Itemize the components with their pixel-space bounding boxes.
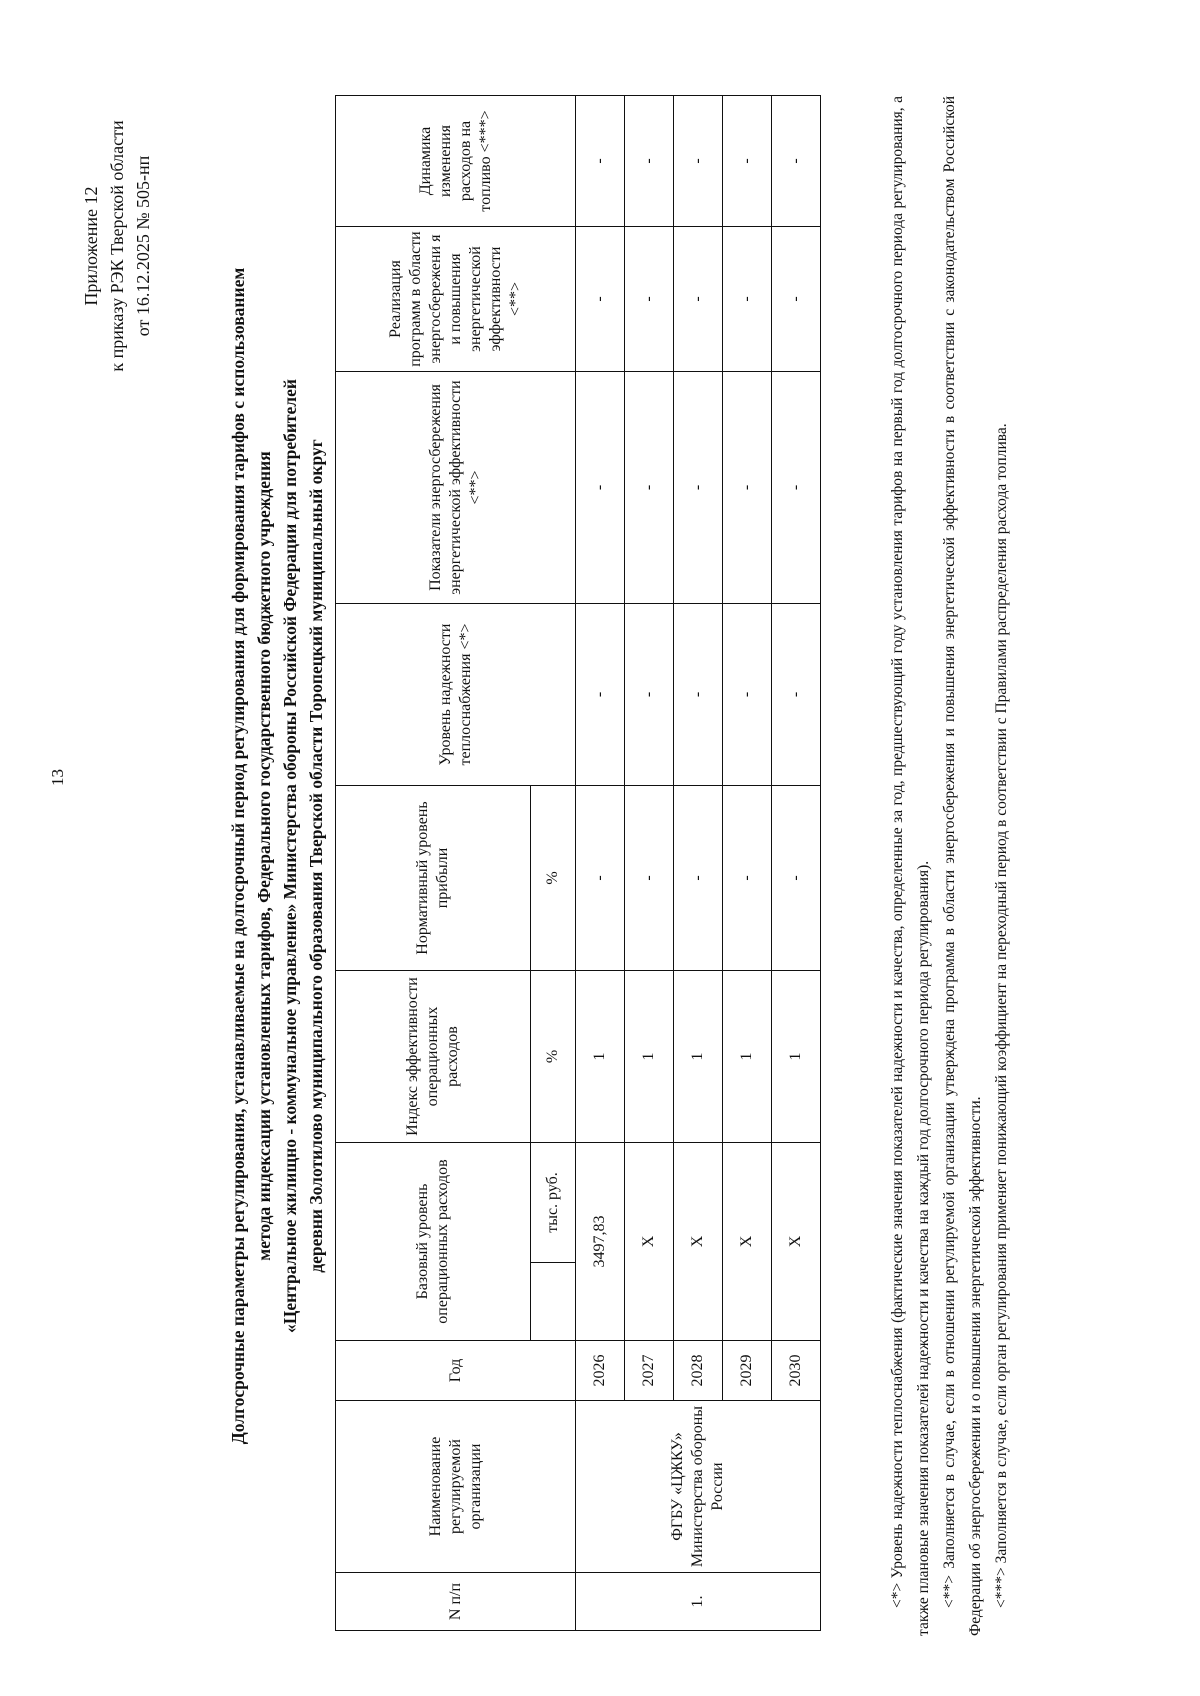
footnote-fuel: <***> Заполняется в случае, если орган регулирования применяет понижающий коэффициент на переходный период в соответствии с Правилами распределения расхода топлива. bbox=[993, 423, 1010, 1608]
appendix-line-2: к приказу РЭК Тверской области bbox=[107, 120, 127, 372]
cell-programs: - bbox=[772, 227, 821, 372]
header-base-level: Базовый уровень операционных расходов bbox=[336, 1143, 531, 1341]
cell-year: 2027 bbox=[625, 1341, 674, 1401]
page-number: 13 bbox=[48, 769, 67, 786]
title-line-1: Долгосрочные параметры регулирования, устанавливаемые на долгосрочный период регулирования для формирования тарифов с использованием bbox=[228, 267, 248, 1445]
cell-base: 3497,83 bbox=[576, 1143, 625, 1341]
cell-profit: - bbox=[723, 786, 772, 971]
cell-index: 1 bbox=[625, 971, 674, 1143]
table-row bbox=[576, 96, 625, 1631]
cell-reliability: - bbox=[576, 604, 625, 786]
appendix-line-1: Приложение 12 bbox=[81, 186, 101, 306]
header-number: N п/п bbox=[336, 1573, 576, 1631]
table-row bbox=[723, 96, 772, 1631]
cell-energy: - bbox=[625, 372, 674, 604]
footnote-energy: <**> Заполняется в случае, если в отношении регулируемой организации утверждена программа в области энергосбережения и повышения энергетической эффективности в соответствии с законодательством Российской Федерации об энергосбережении и о повышении энергетической эффективности. bbox=[941, 96, 984, 1636]
cell-year: 2030 bbox=[772, 1341, 821, 1401]
cell-reliability: - bbox=[723, 604, 772, 786]
header-energy-programs: Реализация программ в области энергосбережени я и повышения энергетической эффективности <**> bbox=[336, 227, 576, 372]
cell-programs: - bbox=[674, 227, 723, 372]
cell-fuel: - bbox=[576, 96, 625, 227]
header-energy-indicators: Показатели энергосбережения энергетической эффективности <**> bbox=[336, 372, 576, 604]
cell-year: 2026 bbox=[576, 1341, 625, 1401]
cell-base: X bbox=[674, 1143, 723, 1341]
appendix-header bbox=[78, 66, 156, 426]
cell-fuel: - bbox=[674, 96, 723, 227]
title-line-2: метода индексации установленных тарифов, Федерального государственного бюджетного учреждения bbox=[254, 451, 274, 1261]
cell-fuel: - bbox=[772, 96, 821, 227]
parameters-table bbox=[335, 95, 821, 1631]
cell-profit: - bbox=[674, 786, 723, 971]
cell-base: X bbox=[723, 1143, 772, 1341]
cell-year: 2028 bbox=[674, 1341, 723, 1401]
cell-index: 1 bbox=[772, 971, 821, 1143]
org-number: 1. bbox=[576, 1573, 821, 1631]
cell-fuel: - bbox=[723, 96, 772, 227]
units-base: тыс. руб. bbox=[531, 1143, 576, 1263]
table-row bbox=[674, 96, 723, 1631]
header-efficiency-index: Индекс эффективности операционных расходов bbox=[336, 971, 531, 1143]
cell-reliability: - bbox=[625, 604, 674, 786]
header-organization: Наименование регулируемой организации bbox=[336, 1401, 576, 1573]
cell-energy: - bbox=[576, 372, 625, 604]
cell-programs: - bbox=[625, 227, 674, 372]
header-reliability: Уровень надежности теплоснабжения <*> bbox=[336, 604, 576, 786]
cell-profit: - bbox=[625, 786, 674, 971]
table-row bbox=[772, 96, 821, 1631]
document-title bbox=[225, 116, 329, 1596]
title-line-3: «Центральное жилищно - коммунальное управление» Министерства обороны Российской Федерации для потребителей bbox=[280, 379, 300, 1333]
org-name: ФГБУ «ЦЖКУ» Министерства обороны России bbox=[576, 1401, 821, 1573]
cell-programs: - bbox=[576, 227, 625, 372]
footnote-reliability: <*> Уровень надежности теплоснабжения (фактические значения показателей надежности и качества, определенные за год, предшествующий году установления тарифов на первый год долгосрочного периода регулирования, а также плановые значения показателей надежности и качества на каждый год долгосрочного периода регулирования). bbox=[889, 96, 932, 1636]
cell-index: 1 bbox=[723, 971, 772, 1143]
table-header-row bbox=[336, 96, 531, 1631]
cell-energy: - bbox=[723, 372, 772, 604]
cell-base: X bbox=[625, 1143, 674, 1341]
cell-index: 1 bbox=[674, 971, 723, 1143]
cell-reliability: - bbox=[674, 604, 723, 786]
cell-programs: - bbox=[723, 227, 772, 372]
cell-year: 2029 bbox=[723, 1341, 772, 1401]
cell-index: 1 bbox=[576, 971, 625, 1143]
table-row bbox=[625, 96, 674, 1631]
title-line-4: деревни Золотилово муниципального образования Тверской области Торопецкий муниципальный округ bbox=[306, 439, 326, 1273]
cell-energy: - bbox=[772, 372, 821, 604]
cell-profit: - bbox=[772, 786, 821, 971]
cell-reliability: - bbox=[772, 604, 821, 786]
units-empty bbox=[531, 1263, 576, 1341]
cell-energy: - bbox=[674, 372, 723, 604]
header-profit-level: Нормативный уровень прибыли bbox=[336, 786, 531, 971]
footnotes bbox=[885, 96, 1015, 1636]
header-fuel-dynamics: Динамика изменения расходов на топливо <***> bbox=[336, 96, 576, 227]
units-index: % bbox=[531, 971, 576, 1143]
appendix-line-3: от 16.12.2025 № 505-нп bbox=[133, 155, 153, 337]
cell-fuel: - bbox=[625, 96, 674, 227]
cell-profit: - bbox=[576, 786, 625, 971]
header-year: Год bbox=[336, 1341, 576, 1401]
cell-base: X bbox=[772, 1143, 821, 1341]
units-profit: % bbox=[531, 786, 576, 971]
